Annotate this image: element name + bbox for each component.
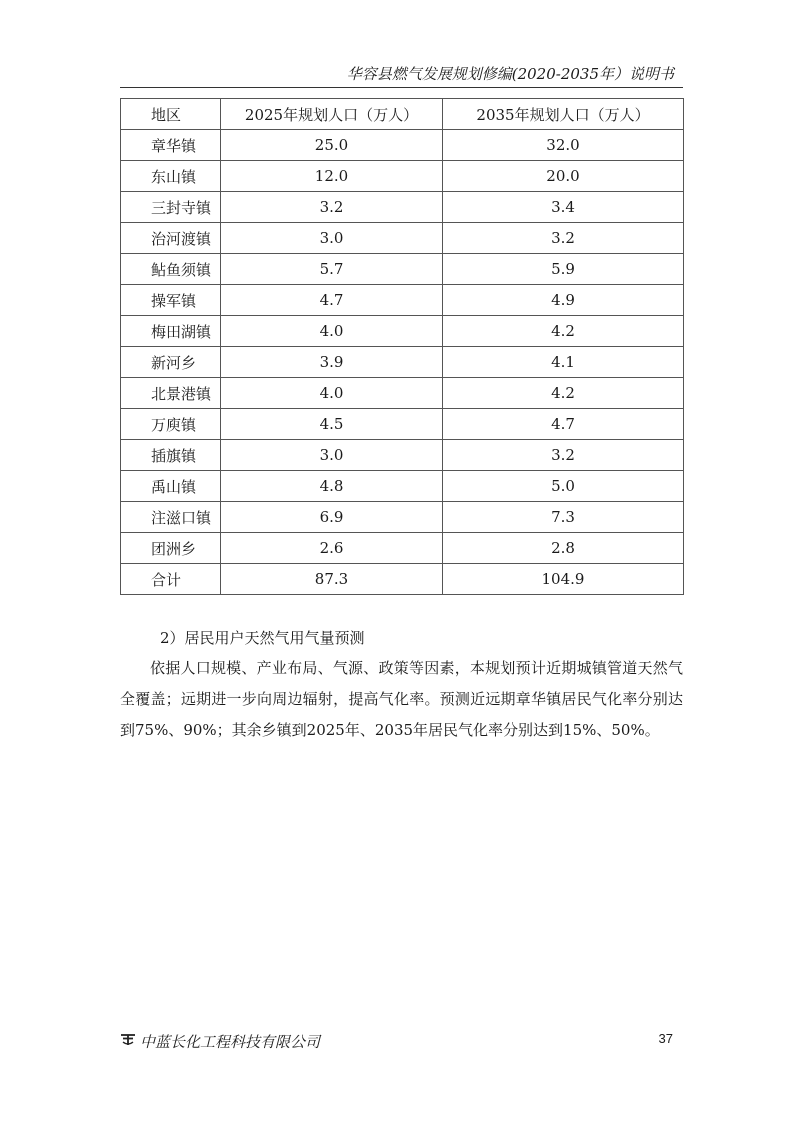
- cell-region: 插旗镇: [121, 440, 221, 471]
- cell-2035-population: 4.9: [443, 285, 684, 316]
- cell-2035-population: 4.2: [443, 316, 684, 347]
- cell-2035-population: 3.2: [443, 223, 684, 254]
- section-heading: 2）居民用户天然气用气量预测: [160, 629, 365, 647]
- company-logo-icon: [120, 1032, 136, 1046]
- table-row: [121, 347, 684, 378]
- table-body: [121, 130, 684, 595]
- cell-region: 合计: [121, 564, 221, 595]
- table-row: [121, 192, 684, 223]
- cell-2025-population: 4.7: [221, 285, 443, 316]
- table-row: [121, 409, 684, 440]
- cell-region: 操军镇: [121, 285, 221, 316]
- cell-region: 东山镇: [121, 161, 221, 192]
- cell-region: 鲇鱼须镇: [121, 254, 221, 285]
- cell-2025-population: 12.0: [221, 161, 443, 192]
- cell-2035-population: 4.7: [443, 409, 684, 440]
- cell-2025-population: 3.0: [221, 223, 443, 254]
- document-header-title: 华容县燃气发展规划修编(2020-2035年）说明书: [346, 65, 674, 83]
- cell-region: 团洲乡: [121, 533, 221, 564]
- table-row: [121, 502, 684, 533]
- cell-2025-population: 3.2: [221, 192, 443, 223]
- cell-2035-population: 3.4: [443, 192, 684, 223]
- header-cell-2035: 2035年规划人口（万人）: [443, 99, 684, 130]
- footer-company-name: 中蓝长化工程科技有限公司: [140, 1033, 321, 1051]
- table-row: [121, 440, 684, 471]
- cell-2035-population: 32.0: [443, 130, 684, 161]
- cell-2035-population: 5.0: [443, 471, 684, 502]
- cell-2025-population: 4.0: [221, 378, 443, 409]
- header-cell-region: 地区: [121, 99, 221, 130]
- table-row: [121, 254, 684, 285]
- table-row: [121, 130, 684, 161]
- cell-2025-population: 4.0: [221, 316, 443, 347]
- table-row: [121, 161, 684, 192]
- cell-2025-population: 25.0: [221, 130, 443, 161]
- cell-2035-population: 104.9: [443, 564, 684, 595]
- table-row: [121, 564, 684, 595]
- header-divider: [120, 87, 683, 88]
- cell-region: 禹山镇: [121, 471, 221, 502]
- cell-2025-population: 4.5: [221, 409, 443, 440]
- cell-2035-population: 3.2: [443, 440, 684, 471]
- cell-2025-population: 6.9: [221, 502, 443, 533]
- header-cell-2025: 2025年规划人口（万人）: [221, 99, 443, 130]
- population-table: [120, 98, 684, 595]
- cell-2025-population: 87.3: [221, 564, 443, 595]
- cell-region: 三封寺镇: [121, 192, 221, 223]
- cell-region: 梅田湖镇: [121, 316, 221, 347]
- cell-2025-population: 2.6: [221, 533, 443, 564]
- table-row: [121, 378, 684, 409]
- cell-2035-population: 2.8: [443, 533, 684, 564]
- cell-region: 注滋口镇: [121, 502, 221, 533]
- cell-2025-population: 3.0: [221, 440, 443, 471]
- table-row: [121, 223, 684, 254]
- cell-region: 新河乡: [121, 347, 221, 378]
- cell-2035-population: 4.1: [443, 347, 684, 378]
- cell-2025-population: 5.7: [221, 254, 443, 285]
- cell-region: 万庾镇: [121, 409, 221, 440]
- body-paragraph: 依据人口规模、产业布局、气源、政策等因素，本规划预计近期城镇管道天然气全覆盖；远期进一步向周边辐射，提高气化率。预测近远期章华镇居民气化率分别达到75%、90%；其余乡镇到2025年、2035年居民气化率分别达到15%、50%。: [120, 659, 683, 739]
- table-row: [121, 285, 684, 316]
- page-number: 37: [658, 1031, 673, 1046]
- table-row: [121, 533, 684, 564]
- cell-region: 北景港镇: [121, 378, 221, 409]
- table-row: [121, 471, 684, 502]
- cell-2035-population: 20.0: [443, 161, 684, 192]
- cell-2035-population: 5.9: [443, 254, 684, 285]
- cell-region: 治河渡镇: [121, 223, 221, 254]
- cell-2035-population: 4.2: [443, 378, 684, 409]
- cell-2025-population: 4.8: [221, 471, 443, 502]
- cell-2025-population: 3.9: [221, 347, 443, 378]
- table-row: [121, 316, 684, 347]
- cell-2035-population: 7.3: [443, 502, 684, 533]
- cell-region: 章华镇: [121, 130, 221, 161]
- table-header-row: [121, 99, 684, 130]
